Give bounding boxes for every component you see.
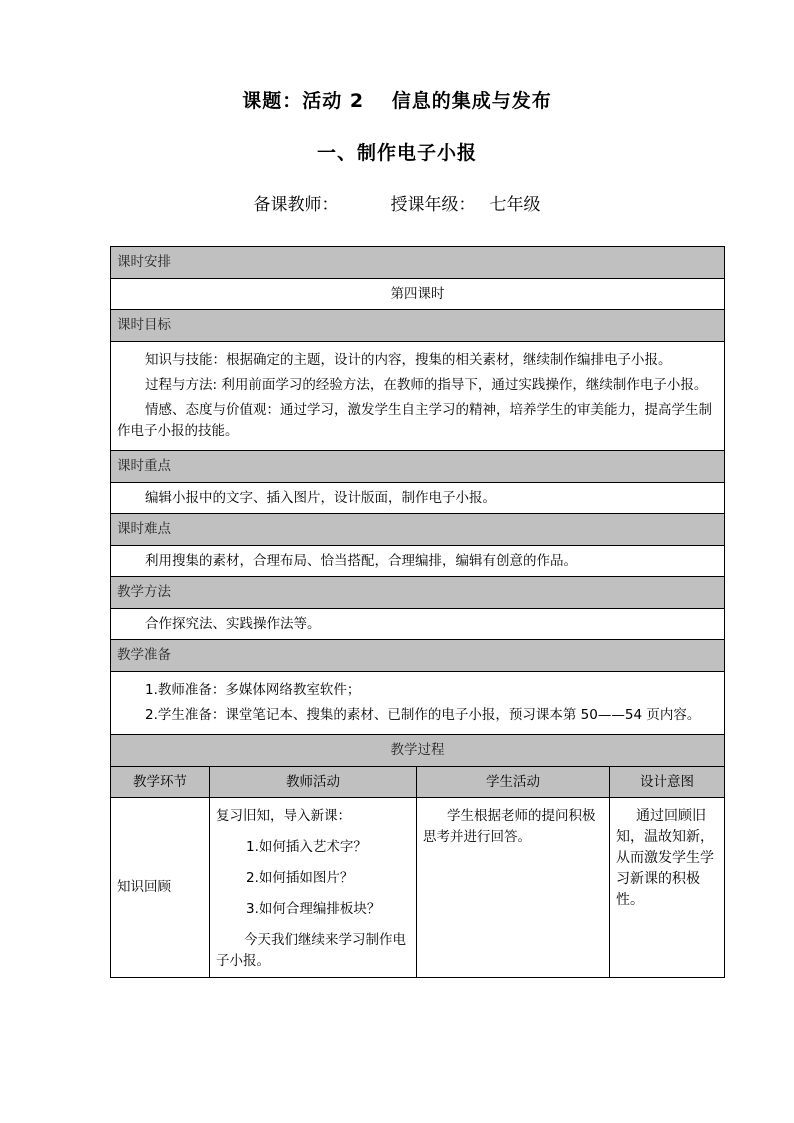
student-text: 学生根据老师的提问积极思考并进行回答。 (423, 808, 596, 845)
teacher-activity-cell (210, 798, 417, 978)
methods-text: 合作探究法、实践操作法等。 (145, 615, 321, 632)
teacher-step: 2.如何插如图片？ (246, 870, 354, 886)
student-activity-cell (417, 798, 610, 978)
lesson-title: 课题：活动 2 信息的集成与发布 (242, 90, 552, 112)
process-title: 教学过程 (111, 735, 725, 767)
preparation-content (111, 672, 725, 735)
preparation-label: 教学准备 (111, 640, 725, 672)
key-points-label: 课时重点 (111, 451, 725, 483)
teacher-step: 1.如何插入艺术字？ (246, 839, 367, 855)
methods-label: 教学方法 (111, 577, 725, 609)
teacher-end: 今天我们继续来学习制作电子小报。 (216, 932, 406, 969)
difficulties-text: 利用搜集的素材，合理布局、恰当搭配，合理编排，编辑有创意的作品。 (145, 552, 577, 569)
grade-value: 七年级 (489, 195, 541, 215)
section-header-row (111, 247, 725, 279)
schedule-label: 课时安排 (111, 247, 725, 279)
process-header-row (111, 767, 725, 798)
teacher-step: 3.如何合理编排板块？ (246, 901, 381, 917)
key-points-content (111, 483, 725, 514)
lesson-plan-table (110, 246, 725, 978)
col-stage: 教学环节 (111, 767, 210, 798)
stage-cell: 知识回顾 (111, 798, 210, 978)
methods-content (111, 609, 725, 640)
teacher-intro: 复习旧知，导入新课： (216, 808, 351, 824)
intent-text: 通过回顾旧知，温故知新，从而激发学生学习新课的积极性。 (616, 808, 714, 908)
lesson-meta (0, 190, 794, 215)
table-row (111, 798, 725, 978)
difficulties-label: 课时难点 (111, 514, 725, 546)
teacher-label: 备课教师： (253, 195, 339, 215)
difficulties-content (111, 546, 725, 577)
goal-process: 过程与方法: 利用前面学习的经验方法，在教师的指导下，通过实践操作，继续制作电子小报。 (145, 377, 708, 393)
grade-label: 授课年级： (390, 195, 476, 215)
schedule-value: 第四课时 (111, 279, 725, 310)
prep-student: 2.学生准备：课堂笔记本、搜集的素材、已制作的电子小报，预习课本第 50——54 页内容。 (145, 707, 701, 723)
lesson-subtitle: 一、制作电子小报 (316, 142, 477, 164)
col-intent: 设计意图 (610, 767, 725, 798)
goals-label: 课时目标 (111, 310, 725, 342)
design-intent-cell (610, 798, 725, 978)
goal-attitude: 情感、态度与价值观：通过学习，激发学生自主学习的精神，培养学生的审美能力，提高学生制作电子小报的技能。 (117, 402, 712, 439)
prep-teacher: 1.教师准备：多媒体网络教室软件； (145, 682, 361, 698)
col-student: 学生活动 (417, 767, 610, 798)
goals-content (111, 342, 725, 451)
key-points-text: 编辑小报中的文字、插入图片，设计版面，制作电子小报。 (145, 489, 496, 506)
goal-knowledge: 知识与技能：根据确定的主题，设计的内容，搜集的相关素材，继续制作编排电子小报。 (145, 352, 672, 368)
col-teacher: 教师活动 (210, 767, 417, 798)
